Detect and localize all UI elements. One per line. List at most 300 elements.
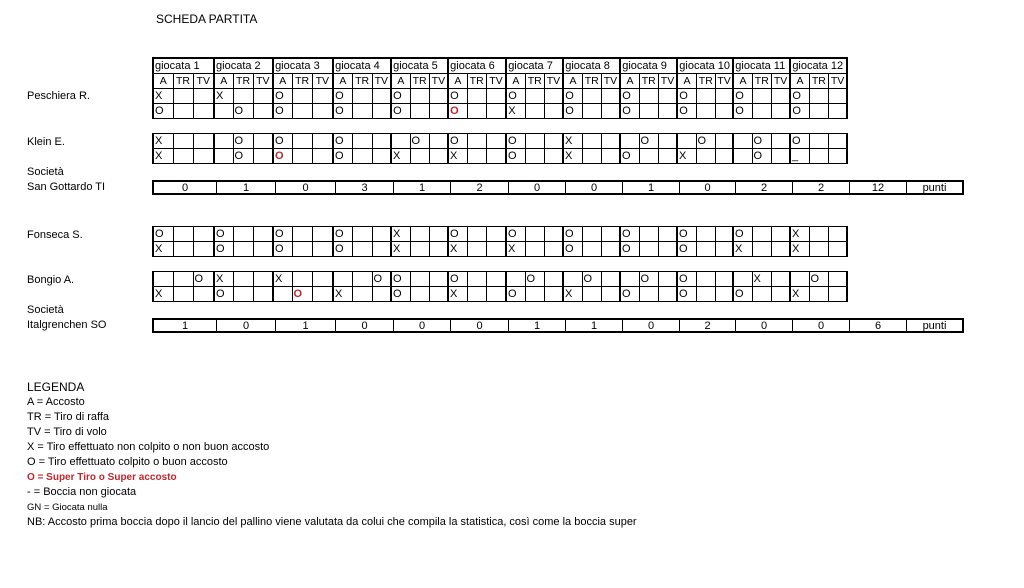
mark-cell: X xyxy=(153,89,173,104)
mark-cell xyxy=(601,149,620,164)
game-header: giocata 4 xyxy=(333,58,391,74)
mark-cell xyxy=(809,104,828,119)
game-header: giocata 9 xyxy=(620,58,677,74)
sub-header: A xyxy=(677,74,696,89)
mark-cell: X xyxy=(391,149,410,164)
mark-cell: O xyxy=(620,227,639,242)
mark-cell xyxy=(658,272,677,287)
mark-cell: X xyxy=(752,272,771,287)
mark-cell xyxy=(253,104,273,119)
mark-cell xyxy=(544,149,563,164)
mark-cell xyxy=(292,242,312,257)
player-row xyxy=(153,104,847,119)
mark-cell xyxy=(715,287,733,302)
mark-cell: O xyxy=(620,287,639,302)
mark-cell xyxy=(544,242,563,257)
mark-cell xyxy=(467,242,486,257)
mark-cell xyxy=(752,242,771,257)
mark-cell xyxy=(696,272,715,287)
sub-header: TR xyxy=(467,74,486,89)
mark-cell: O xyxy=(273,149,292,164)
mark-cell: O xyxy=(677,89,696,104)
mark-cell xyxy=(333,272,352,287)
player-name-3: Fonseca S. xyxy=(27,229,83,241)
sub-header: TR xyxy=(233,74,253,89)
mark-cell xyxy=(828,227,847,242)
mark-cell: O xyxy=(790,134,809,149)
mark-cell: X xyxy=(153,134,173,149)
player-row xyxy=(153,134,847,149)
mark-cell xyxy=(658,149,677,164)
mark-cell xyxy=(525,104,544,119)
team-score-bar-1 xyxy=(152,180,964,195)
mark-cell: X xyxy=(506,104,525,119)
mark-cell xyxy=(733,272,752,287)
mark-cell xyxy=(771,227,790,242)
mark-cell: O xyxy=(752,149,771,164)
mark-cell xyxy=(273,287,292,302)
mark-cell xyxy=(771,287,790,302)
mark-cell xyxy=(601,89,620,104)
mark-cell xyxy=(582,242,601,257)
mark-cell: O xyxy=(273,89,292,104)
sub-header: TV xyxy=(253,74,273,89)
mark-cell xyxy=(233,89,253,104)
mark-cell xyxy=(601,227,620,242)
mark-cell xyxy=(601,242,620,257)
game-score-cell: 0 xyxy=(623,320,680,331)
mark-cell xyxy=(828,89,847,104)
mark-cell: O xyxy=(733,104,752,119)
mark-cell xyxy=(790,272,809,287)
game-score-cell: 0 xyxy=(736,320,793,331)
mark-cell xyxy=(582,89,601,104)
sub-header: A xyxy=(620,74,639,89)
mark-cell xyxy=(173,227,193,242)
mark-cell xyxy=(639,104,658,119)
mark-cell: X xyxy=(790,242,809,257)
sub-header: A xyxy=(153,74,173,89)
mark-cell xyxy=(173,287,193,302)
mark-cell: X xyxy=(153,287,173,302)
mark-cell xyxy=(809,227,828,242)
player-row xyxy=(153,287,847,302)
mark-cell: O xyxy=(410,134,429,149)
mark-cell xyxy=(410,104,429,119)
mark-cell: O xyxy=(233,134,253,149)
mark-cell: O xyxy=(677,104,696,119)
mark-cell: O xyxy=(790,104,809,119)
game-score-cell: 1 xyxy=(154,320,217,331)
mark-cell xyxy=(253,149,273,164)
mark-cell xyxy=(582,227,601,242)
mark-cell: O xyxy=(193,272,214,287)
mark-cell xyxy=(733,149,752,164)
mark-cell: O xyxy=(506,287,525,302)
mark-cell xyxy=(809,134,828,149)
mark-cell xyxy=(771,104,790,119)
legend-title: LEGENDA xyxy=(27,380,85,394)
mark-cell xyxy=(696,242,715,257)
mark-cell: O xyxy=(273,104,292,119)
sub-header: A xyxy=(333,74,352,89)
legend-nb: NB: Accosto prima boccia dopo il lancio del pallino viene valutata da colui che compila la statistica, così come la boccia super xyxy=(27,516,637,528)
mark-cell xyxy=(620,134,639,149)
legend-gn: GN = Giocata nulla xyxy=(27,502,108,513)
mark-cell xyxy=(715,242,733,257)
mark-cell xyxy=(193,104,214,119)
mark-cell xyxy=(410,272,429,287)
player-name-4: Bongio A. xyxy=(27,274,75,286)
game-score-cell: 0 xyxy=(680,182,736,193)
sub-header-row xyxy=(153,74,847,89)
mark-cell: O xyxy=(809,272,828,287)
mark-cell xyxy=(352,287,372,302)
game-score-cell: 0 xyxy=(154,182,217,193)
mark-cell: O xyxy=(677,242,696,257)
mark-cell xyxy=(467,149,486,164)
mark-cell xyxy=(253,242,273,257)
sub-header: TR xyxy=(173,74,193,89)
mark-cell: X xyxy=(790,287,809,302)
mark-cell xyxy=(506,272,525,287)
mark-cell: O xyxy=(752,134,771,149)
mark-cell xyxy=(752,227,771,242)
sub-header: TR xyxy=(410,74,429,89)
mark-cell xyxy=(429,104,448,119)
game-score-cell: 0 xyxy=(566,182,623,193)
mark-cell xyxy=(429,242,448,257)
mark-cell: O xyxy=(391,272,410,287)
game-header: giocata 1 xyxy=(153,58,214,74)
sub-header: A xyxy=(214,74,233,89)
mark-cell: X xyxy=(214,272,233,287)
mark-cell xyxy=(525,227,544,242)
mark-cell xyxy=(582,149,601,164)
mark-cell xyxy=(809,149,828,164)
mark-cell xyxy=(292,104,312,119)
game-score-cell: 1 xyxy=(394,182,451,193)
game-score-cell: 1 xyxy=(623,182,680,193)
player-name-2: Klein E. xyxy=(27,136,65,148)
legend-dash: - = Boccia non giocata xyxy=(27,486,137,498)
mark-cell xyxy=(544,104,563,119)
mark-cell: O xyxy=(733,89,752,104)
legend-volo: TV = Tiro di volo xyxy=(27,426,107,438)
mark-cell xyxy=(696,104,715,119)
sub-header: TR xyxy=(582,74,601,89)
mark-cell xyxy=(193,134,214,149)
player-name-1: Peschiera R. xyxy=(27,90,90,102)
mark-cell: O xyxy=(448,134,467,149)
mark-cell xyxy=(601,287,620,302)
mark-cell xyxy=(410,149,429,164)
mark-cell xyxy=(253,287,273,302)
mark-cell: O xyxy=(333,134,352,149)
mark-cell: O xyxy=(790,89,809,104)
mark-cell xyxy=(193,227,214,242)
mark-cell: O xyxy=(273,227,292,242)
mark-cell xyxy=(544,89,563,104)
mark-cell xyxy=(352,242,372,257)
mark-cell: O xyxy=(639,134,658,149)
mark-cell xyxy=(809,287,828,302)
mark-cell xyxy=(429,272,448,287)
mark-cell: O xyxy=(333,149,352,164)
game-score-cell: 0 xyxy=(509,182,566,193)
mark-cell: X xyxy=(391,227,410,242)
mark-cell xyxy=(173,104,193,119)
mark-cell xyxy=(312,134,333,149)
mark-cell: O xyxy=(639,272,658,287)
points-unit-cell: punti xyxy=(922,320,947,332)
game-score-cell: 0 xyxy=(336,320,394,331)
mark-cell xyxy=(486,227,506,242)
sub-header: TV xyxy=(828,74,847,89)
mark-cell xyxy=(771,149,790,164)
game-score-cell: 3 xyxy=(336,182,394,193)
sub-header: A xyxy=(563,74,582,89)
mark-cell xyxy=(544,287,563,302)
mark-cell xyxy=(752,89,771,104)
mark-cell xyxy=(828,272,847,287)
score-grid-fonseca xyxy=(152,226,848,257)
sub-header: TR xyxy=(809,74,828,89)
mark-cell xyxy=(429,134,448,149)
mark-cell xyxy=(771,89,790,104)
mark-cell xyxy=(467,227,486,242)
sub-header: A xyxy=(391,74,410,89)
mark-cell: O xyxy=(448,104,467,119)
sub-header: TV xyxy=(429,74,448,89)
mark-cell: O xyxy=(733,287,752,302)
mark-cell xyxy=(658,104,677,119)
mark-cell xyxy=(193,242,214,257)
mark-cell xyxy=(828,104,847,119)
score-grid-team1 xyxy=(152,57,848,119)
mark-cell xyxy=(715,272,733,287)
mark-cell: O xyxy=(677,287,696,302)
mark-cell xyxy=(372,149,391,164)
game-score-cell: 0 xyxy=(793,320,850,331)
points-unit-cell: punti xyxy=(922,182,947,194)
mark-cell xyxy=(771,242,790,257)
mark-cell xyxy=(467,287,486,302)
mark-cell xyxy=(658,134,677,149)
game-score-cell: 1 xyxy=(509,320,566,331)
mark-cell xyxy=(525,89,544,104)
mark-cell xyxy=(312,242,333,257)
mark-cell xyxy=(715,149,733,164)
game-header: giocata 12 xyxy=(790,58,847,74)
sub-header: TV xyxy=(771,74,790,89)
mark-cell xyxy=(525,149,544,164)
mark-cell: O xyxy=(506,89,525,104)
mark-cell xyxy=(715,227,733,242)
mark-cell: O xyxy=(391,89,410,104)
mark-cell: O xyxy=(506,227,525,242)
mark-cell xyxy=(233,287,253,302)
mark-cell xyxy=(601,134,620,149)
mark-cell: O xyxy=(333,227,352,242)
game-score-cell: 0 xyxy=(394,320,451,331)
mark-cell xyxy=(292,227,312,242)
mark-cell: O xyxy=(677,272,696,287)
mark-cell xyxy=(486,272,506,287)
team-score-bar-2 xyxy=(152,318,964,333)
page-title: SCHEDA PARTITA xyxy=(156,12,258,26)
mark-cell xyxy=(173,272,193,287)
mark-cell xyxy=(582,104,601,119)
sub-header: A xyxy=(733,74,752,89)
mark-cell xyxy=(639,227,658,242)
mark-cell xyxy=(582,287,601,302)
mark-cell: X xyxy=(448,149,467,164)
mark-cell: O xyxy=(506,134,525,149)
mark-cell xyxy=(352,149,372,164)
mark-cell xyxy=(173,242,193,257)
mark-cell: O xyxy=(506,149,525,164)
mark-cell xyxy=(372,104,391,119)
mark-cell xyxy=(658,89,677,104)
mark-cell: O xyxy=(563,89,582,104)
mark-cell xyxy=(486,149,506,164)
game-header: giocata 11 xyxy=(733,58,790,74)
mark-cell xyxy=(752,104,771,119)
sub-header: TR xyxy=(352,74,372,89)
score-grid-bongio xyxy=(152,271,848,302)
mark-cell xyxy=(715,134,733,149)
sub-header: TV xyxy=(544,74,563,89)
mark-cell: X xyxy=(333,287,352,302)
sub-header: TR xyxy=(639,74,658,89)
mark-cell xyxy=(410,227,429,242)
mark-cell xyxy=(372,89,391,104)
sub-header: TR xyxy=(696,74,715,89)
mark-cell xyxy=(620,272,639,287)
mark-cell: X xyxy=(448,242,467,257)
mark-cell xyxy=(253,134,273,149)
mark-cell xyxy=(486,104,506,119)
sub-header: TV xyxy=(312,74,333,89)
legend-x: X = Tiro effettuato non colpito o non buon accosto xyxy=(27,441,270,453)
mark-cell xyxy=(233,242,253,257)
sub-header: TV xyxy=(486,74,506,89)
mark-cell xyxy=(696,149,715,164)
mark-cell xyxy=(658,287,677,302)
mark-cell xyxy=(372,134,391,149)
mark-cell xyxy=(658,227,677,242)
mark-cell xyxy=(352,134,372,149)
mark-cell xyxy=(752,287,771,302)
mark-cell xyxy=(429,227,448,242)
game-header: giocata 2 xyxy=(214,58,273,74)
mark-cell: O xyxy=(333,242,352,257)
mark-cell xyxy=(173,134,193,149)
game-score-cell: 1 xyxy=(566,320,623,331)
mark-cell xyxy=(173,149,193,164)
mark-cell: O xyxy=(696,134,715,149)
mark-cell xyxy=(214,134,233,149)
mark-cell xyxy=(153,272,173,287)
game-score-cell: 2 xyxy=(736,182,793,193)
mark-cell: O xyxy=(733,227,752,242)
mark-cell xyxy=(828,134,847,149)
mark-cell xyxy=(214,104,233,119)
mark-cell: X xyxy=(733,242,752,257)
mark-cell xyxy=(391,134,410,149)
mark-cell xyxy=(312,149,333,164)
game-header: giocata 6 xyxy=(448,58,506,74)
mark-cell xyxy=(771,134,790,149)
mark-cell xyxy=(733,134,752,149)
mark-cell: O xyxy=(620,149,639,164)
mark-cell xyxy=(372,287,391,302)
team-label-1: Società xyxy=(27,166,64,178)
game-score-cell: 0 xyxy=(217,320,276,331)
mark-cell: X xyxy=(273,272,292,287)
mark-cell: O xyxy=(448,227,467,242)
mark-cell xyxy=(467,89,486,104)
mark-cell: O xyxy=(620,89,639,104)
mark-cell xyxy=(429,287,448,302)
mark-cell xyxy=(563,272,582,287)
mark-cell xyxy=(372,242,391,257)
sub-header: TR xyxy=(752,74,771,89)
player-row xyxy=(153,89,847,104)
sub-header: A xyxy=(790,74,809,89)
mark-cell xyxy=(601,104,620,119)
game-score-cell: 2 xyxy=(793,182,850,193)
mark-cell: X xyxy=(506,242,525,257)
mark-cell xyxy=(639,287,658,302)
mark-cell: O xyxy=(233,104,253,119)
game-score-cell: 0 xyxy=(276,182,336,193)
mark-cell: O xyxy=(391,287,410,302)
mark-cell: X xyxy=(448,287,467,302)
mark-cell xyxy=(696,89,715,104)
mark-cell xyxy=(677,134,696,149)
mark-cell xyxy=(292,134,312,149)
mark-cell: O xyxy=(391,104,410,119)
mark-cell: X xyxy=(391,242,410,257)
mark-cell xyxy=(429,89,448,104)
mark-cell xyxy=(828,287,847,302)
mark-cell xyxy=(544,227,563,242)
total-score-cell: 12 xyxy=(850,182,907,193)
mark-cell xyxy=(639,149,658,164)
team-label-2: Società xyxy=(27,304,64,316)
mark-cell: X xyxy=(563,287,582,302)
mark-cell xyxy=(253,89,273,104)
mark-cell xyxy=(312,89,333,104)
mark-cell xyxy=(292,89,312,104)
mark-cell xyxy=(601,272,620,287)
mark-cell xyxy=(582,134,601,149)
mark-cell: O xyxy=(273,134,292,149)
player-row xyxy=(153,149,847,164)
mark-cell xyxy=(525,242,544,257)
team-name-2: Italgrenchen SO xyxy=(27,319,107,331)
mark-cell xyxy=(214,149,233,164)
total-score-cell: 6 xyxy=(850,320,907,331)
sub-header: A xyxy=(448,74,467,89)
mark-cell xyxy=(715,104,733,119)
legend-o: O = Tiro effettuato colpito o buon accosto xyxy=(27,456,228,468)
game-score-cell: 2 xyxy=(680,320,736,331)
player-row xyxy=(153,272,847,287)
mark-cell: _ xyxy=(790,149,809,164)
